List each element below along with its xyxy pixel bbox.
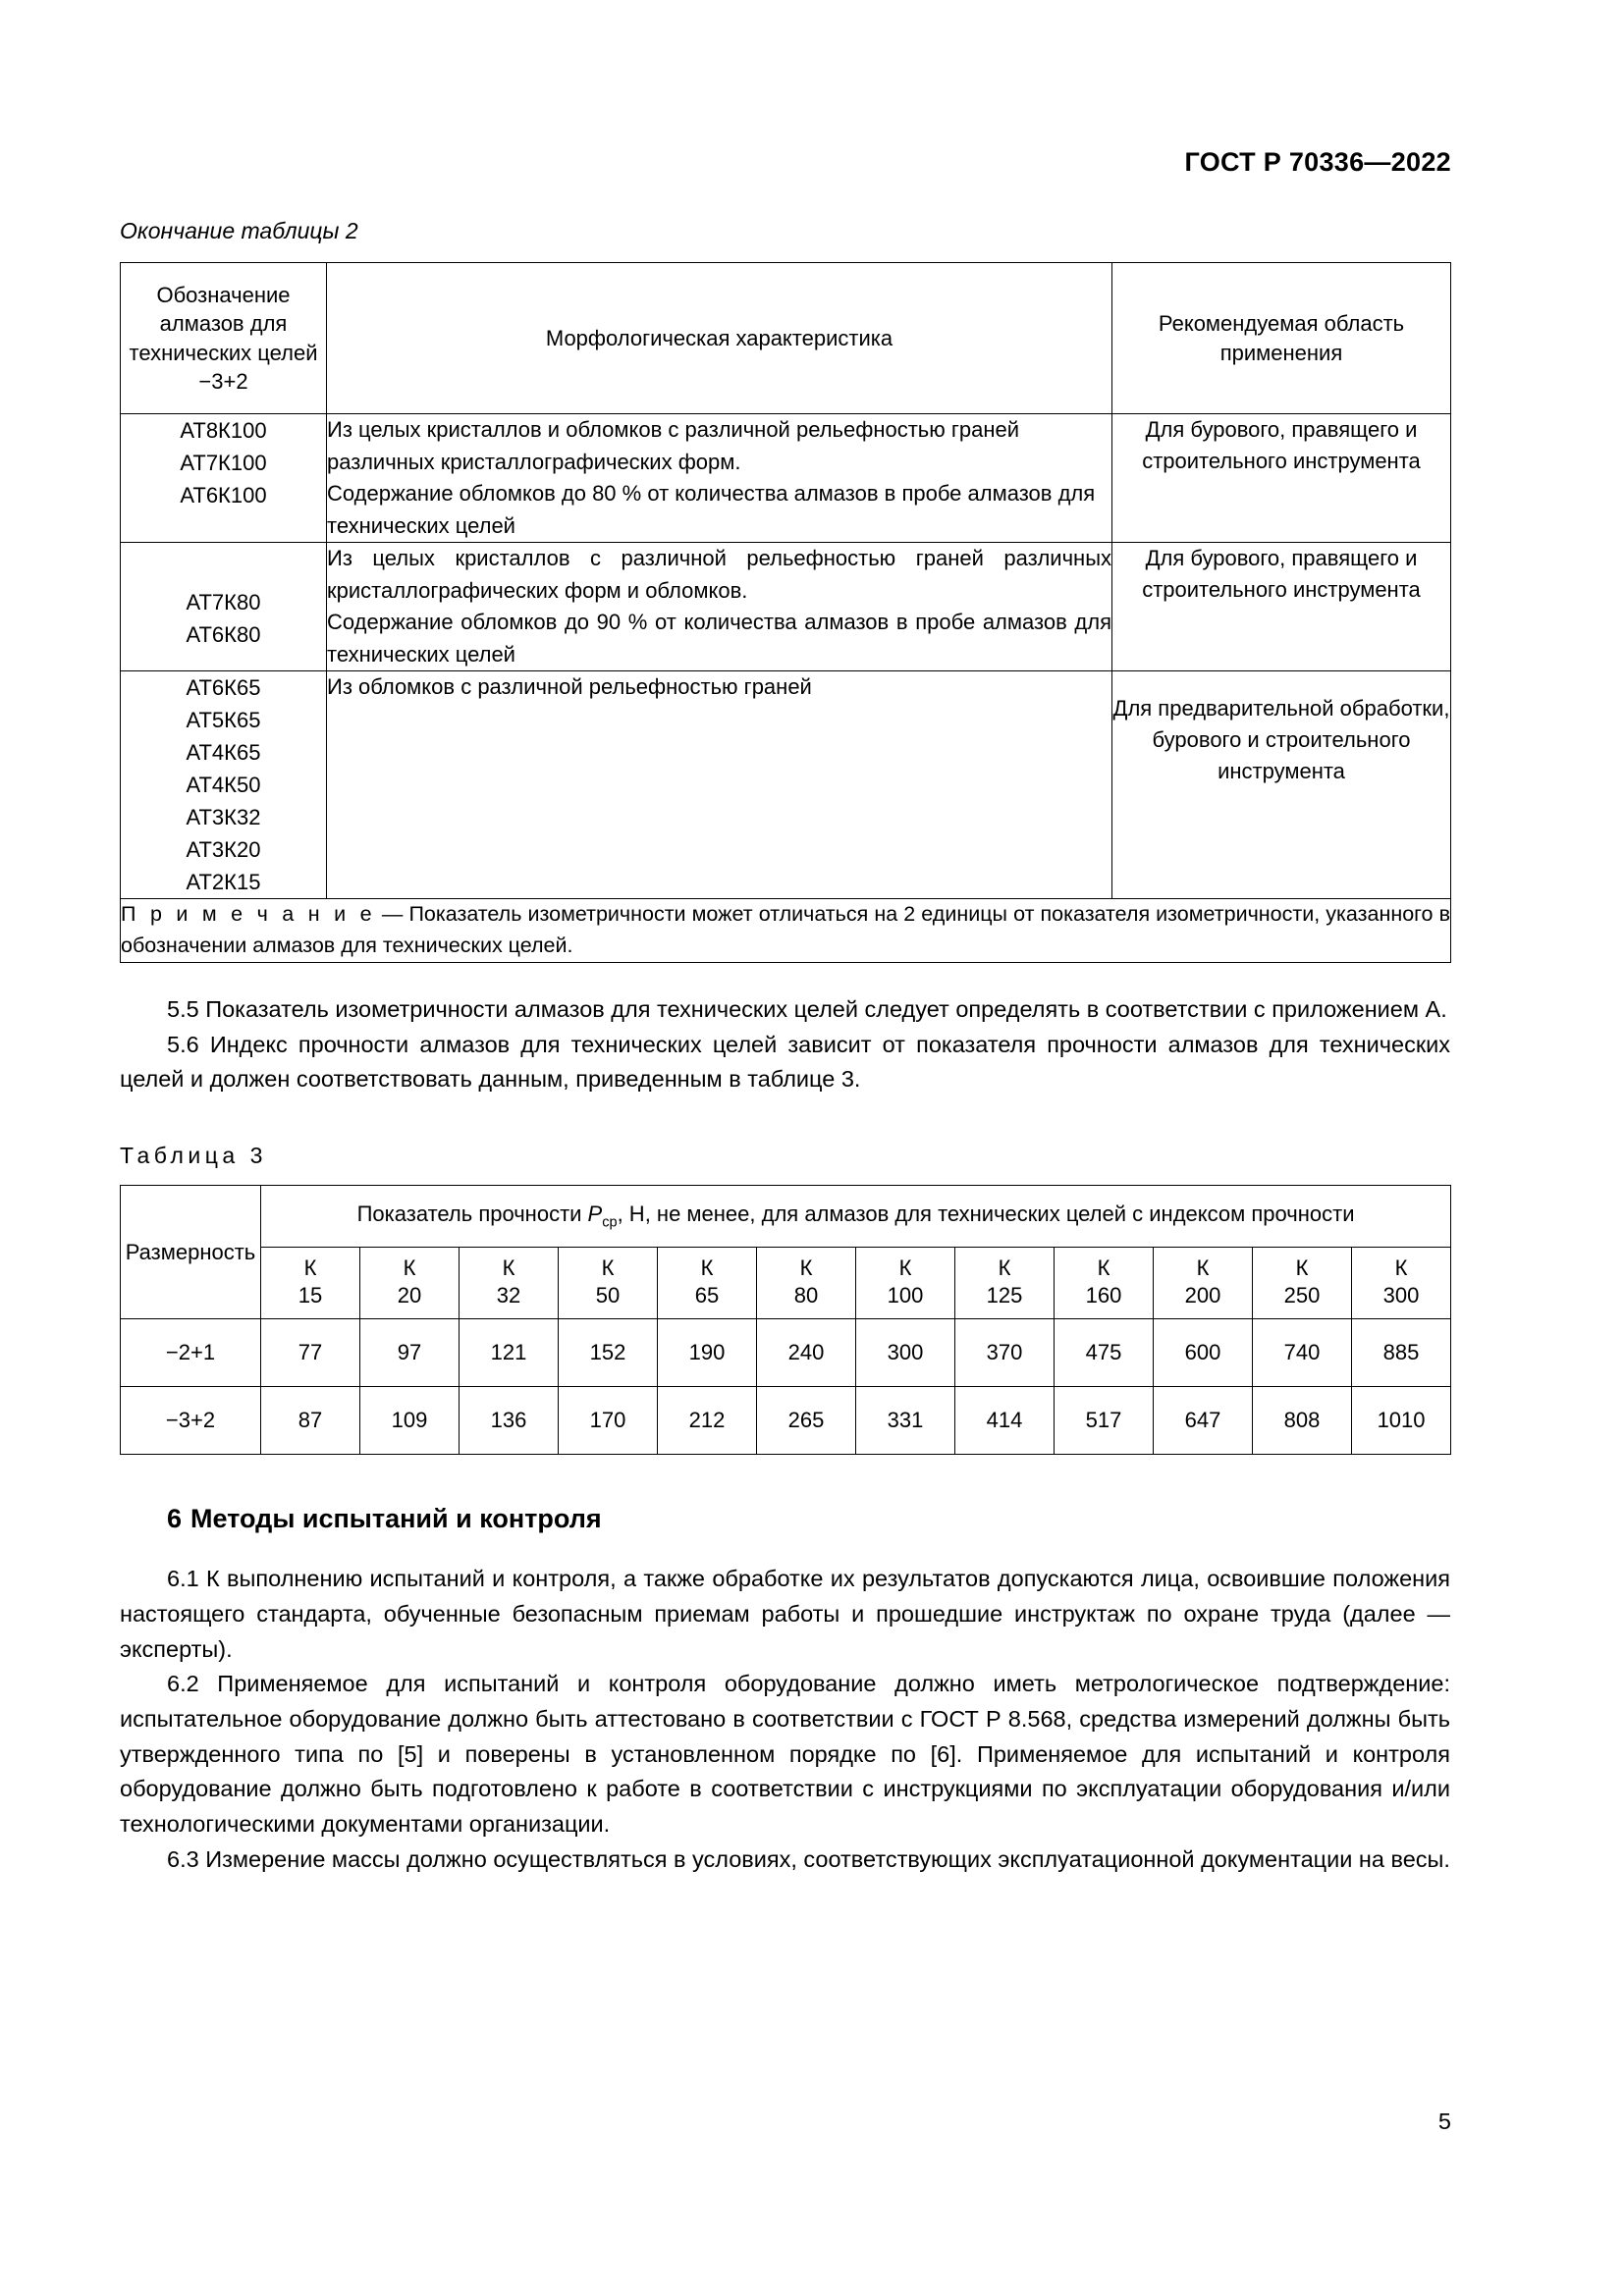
header-line-3: технических целей <box>129 340 318 365</box>
k-letter: К <box>1295 1255 1309 1280</box>
section-number: 6 <box>167 1504 183 1534</box>
table2-header-designation <box>121 263 327 414</box>
table3-header-k-250 <box>1253 1248 1352 1319</box>
table2-row1-designations <box>121 414 327 543</box>
table3-row1-value-11: 885 <box>1352 1319 1451 1387</box>
table3-row2-value-3: 170 <box>559 1387 658 1455</box>
table2-header-morphology: Морфологическая характеристика <box>327 263 1112 414</box>
k-number: 32 <box>496 1283 521 1308</box>
table3-row1-value-6: 300 <box>856 1319 955 1387</box>
table2-row3-morphology <box>327 671 1112 899</box>
note-text: — Показатель изометричности может отличаться на 2 единицы от показателя изометричности, указанного в обозначении алмазов для технических целей. <box>121 902 1450 958</box>
k-letter: К <box>898 1255 912 1280</box>
table2-row3-application: Для предварительной обработки, бурового и строительного инструмента <box>1112 671 1451 899</box>
k-number: 65 <box>694 1283 720 1308</box>
table3-header-k-200 <box>1154 1248 1253 1319</box>
span-head-variable: P <box>587 1201 603 1227</box>
k-number: 15 <box>298 1283 323 1308</box>
table3-row1-value-9: 600 <box>1154 1319 1253 1387</box>
table3-header-row-1 <box>121 1186 1451 1248</box>
k-number: 100 <box>887 1283 924 1308</box>
paragraph-5-6: 5.6 Индекс прочности алмазов для технических целей зависит от показателя прочности алмазов для технических целей и должен соответствовать данным, приведенным в таблице 3. <box>120 1031 1450 1093</box>
morphology-sentence-1: Из целых кристаллов и обломков с различной рельефностью граней различных кристаллографических форм. <box>327 417 1020 474</box>
table3-row1-value-2: 121 <box>460 1319 559 1387</box>
table3-header-k-15 <box>261 1248 360 1319</box>
designation-item: АТ3К20 <box>186 837 261 863</box>
span-head-suffix: , Н, не менее, для алмазов для технических целей с индексом прочности <box>617 1201 1355 1227</box>
table-row <box>121 1319 1451 1387</box>
table3-row1-value-8: 475 <box>1055 1319 1154 1387</box>
table-row <box>121 543 1451 671</box>
table3-header-k-160 <box>1055 1248 1154 1319</box>
table3-header-k-300 <box>1352 1248 1451 1319</box>
table-2-continued <box>120 262 1451 963</box>
table3-header-strength <box>261 1186 1451 1248</box>
section-6-heading <box>120 1504 1450 1534</box>
table3-header-k-100 <box>856 1248 955 1319</box>
designation-item: АТ6К100 <box>180 483 267 507</box>
span-head-subscript: ср <box>602 1214 618 1231</box>
designation-item: АТ6К65 <box>186 675 261 701</box>
table3-row1-value-10: 740 <box>1253 1319 1352 1387</box>
header-line-1: Обозначение <box>156 283 291 307</box>
table3-row1-value-3: 152 <box>559 1319 658 1387</box>
designation-item: АТ5К65 <box>186 708 261 733</box>
table2-row3-designations <box>121 671 327 899</box>
paragraph-6-3: 6.3 Измерение массы должно осуществляться в условиях, соответствующих эксплуатационной документации на весы. <box>167 1845 1450 1872</box>
table2-row1-morphology <box>327 414 1112 543</box>
table3-label: Таблица 3 <box>120 1143 267 1169</box>
designation-item: АТ3К32 <box>186 805 261 830</box>
table3-row2-value-1: 109 <box>360 1387 460 1455</box>
table2-row1-application: Для бурового, правящего и строительного инструмента <box>1112 414 1451 543</box>
designation-item: АТ4К50 <box>186 773 261 798</box>
table3-header-row-2 <box>121 1248 1451 1319</box>
table3-row1-value-4: 190 <box>658 1319 757 1387</box>
k-number: 20 <box>397 1283 422 1308</box>
table3-header-k-65 <box>658 1248 757 1319</box>
k-number: 250 <box>1283 1283 1321 1308</box>
k-letter: К <box>303 1255 317 1280</box>
paragraph-6-1: 6.1 К выполнению испытаний и контроля, а также обработке их результатов допускаются лица, освоившие положения настоящего стандарта, обученные безопасным приемам работы и прошедшие инструктаж по охране труда (далее — эксперты). <box>120 1566 1450 1662</box>
table-3 <box>120 1185 1451 1455</box>
table3-row2-value-6: 331 <box>856 1387 955 1455</box>
k-letter: К <box>799 1255 813 1280</box>
table3-row2-value-8: 517 <box>1055 1387 1154 1455</box>
table3-row2-value-10: 808 <box>1253 1387 1352 1455</box>
table3-row2-value-4: 212 <box>658 1387 757 1455</box>
paragraph-6-2: 6.2 Применяемое для испытаний и контроля оборудование должно иметь метрологическое подтверждение: испытательное оборудование должно быть аттестовано в соответствии с ГОСТ Р 8.568, средства измерений должны быть утвержденного типа по [5] и поверены в установленном порядке по [6]. Применяемое для испытаний и контроля оборудование должно быть подготовлено к работе в соответствии с инструкциями по эксплуатации оборудования и/или технологическими документами организации. <box>120 1671 1450 1838</box>
table-row <box>121 671 1451 899</box>
table3-row1-value-1: 97 <box>360 1319 460 1387</box>
table-row <box>121 1387 1451 1455</box>
header-line-4: −3+2 <box>198 368 248 394</box>
section-title: Методы испытаний и контроля <box>190 1504 602 1534</box>
table3-row2-value-11: 1010 <box>1352 1387 1451 1455</box>
table2-header-row <box>121 263 1451 414</box>
table3-row2-value-9: 647 <box>1154 1387 1253 1455</box>
designation-item: АТ2К15 <box>186 870 261 895</box>
table3-row2-value-0: 87 <box>261 1387 360 1455</box>
k-letter: К <box>502 1255 515 1280</box>
table3-row1-value-7: 370 <box>955 1319 1055 1387</box>
morphology-sentence-1: Из целых кристаллов с различной рельефностью граней различных кристаллографических форм и обломков. <box>327 546 1111 603</box>
k-number: 80 <box>793 1283 819 1308</box>
table2-note-row <box>121 899 1451 963</box>
table3-header-k-50 <box>559 1248 658 1319</box>
k-number: 50 <box>595 1283 621 1308</box>
table3-row1-value-0: 77 <box>261 1319 360 1387</box>
table3-row2-value-2: 136 <box>460 1387 559 1455</box>
table-row <box>121 414 1451 543</box>
span-head-prefix: Показатель прочности <box>356 1201 588 1227</box>
table2-header-application: Рекомендуемая область применения <box>1112 263 1451 414</box>
designation-item: АТ7К80 <box>186 590 261 615</box>
table3-header-k-32 <box>460 1248 559 1319</box>
k-number: 200 <box>1184 1283 1221 1308</box>
k-letter: К <box>403 1255 416 1280</box>
k-letter: К <box>1394 1255 1408 1280</box>
paragraph-5-5-block <box>120 992 1450 1097</box>
table3-header-k-80 <box>757 1248 856 1319</box>
table3-row2-dimension: −3+2 <box>121 1387 261 1455</box>
table2-note <box>121 899 1451 963</box>
k-number: 125 <box>986 1283 1023 1308</box>
table2-row2-application: Для бурового, правящего и строительного инструмента <box>1112 543 1451 671</box>
k-number: 160 <box>1085 1283 1122 1308</box>
header-line-2: алмазов для <box>159 311 288 337</box>
k-letter: К <box>601 1255 615 1280</box>
designation-item: АТ7К100 <box>180 451 267 475</box>
k-letter: К <box>1196 1255 1210 1280</box>
designation-item: АТ8К100 <box>180 418 267 443</box>
table3-row2-value-7: 414 <box>955 1387 1055 1455</box>
table2-caption: Окончание таблицы 2 <box>120 218 358 243</box>
page-header-standard-number: ГОСТ Р 70336—2022 <box>1184 147 1451 177</box>
table3-row1-dimension: −2+1 <box>121 1319 261 1387</box>
section-6-body <box>120 1562 1450 1877</box>
table2-row2-designations <box>121 543 327 671</box>
k-letter: К <box>998 1255 1011 1280</box>
k-number: 300 <box>1382 1283 1420 1308</box>
table3-header-k-125 <box>955 1248 1055 1319</box>
note-label: П р и м е ч а н и е <box>121 902 376 927</box>
table3-row2-value-5: 265 <box>757 1387 856 1455</box>
designation-item: АТ4К65 <box>186 740 261 766</box>
paragraph-5-5: 5.5 Показатель изометричности алмазов для технических целей следует определять в соответствии с приложением А. <box>167 996 1447 1022</box>
k-letter: К <box>1097 1255 1110 1280</box>
table3-header-dimension: Размерность <box>121 1186 261 1319</box>
page-number: 5 <box>1437 2109 1451 2134</box>
morphology-sentence-2: Содержание обломков до 90 % от количества алмазов в пробе алмазов для технических целей <box>327 610 1111 667</box>
table3-row1-value-5: 240 <box>757 1319 856 1387</box>
k-letter: К <box>700 1255 714 1280</box>
morphology-sentence-1: Из обломков с различной рельефностью граней <box>327 674 812 700</box>
page-content <box>120 218 1450 1878</box>
designation-item: АТ6К80 <box>186 622 261 648</box>
morphology-sentence-2: Содержание обломков до 80 % от количества алмазов в пробе алмазов для технических целей <box>327 481 1096 538</box>
table3-header-k-20 <box>360 1248 460 1319</box>
table2-row2-morphology <box>327 543 1112 671</box>
